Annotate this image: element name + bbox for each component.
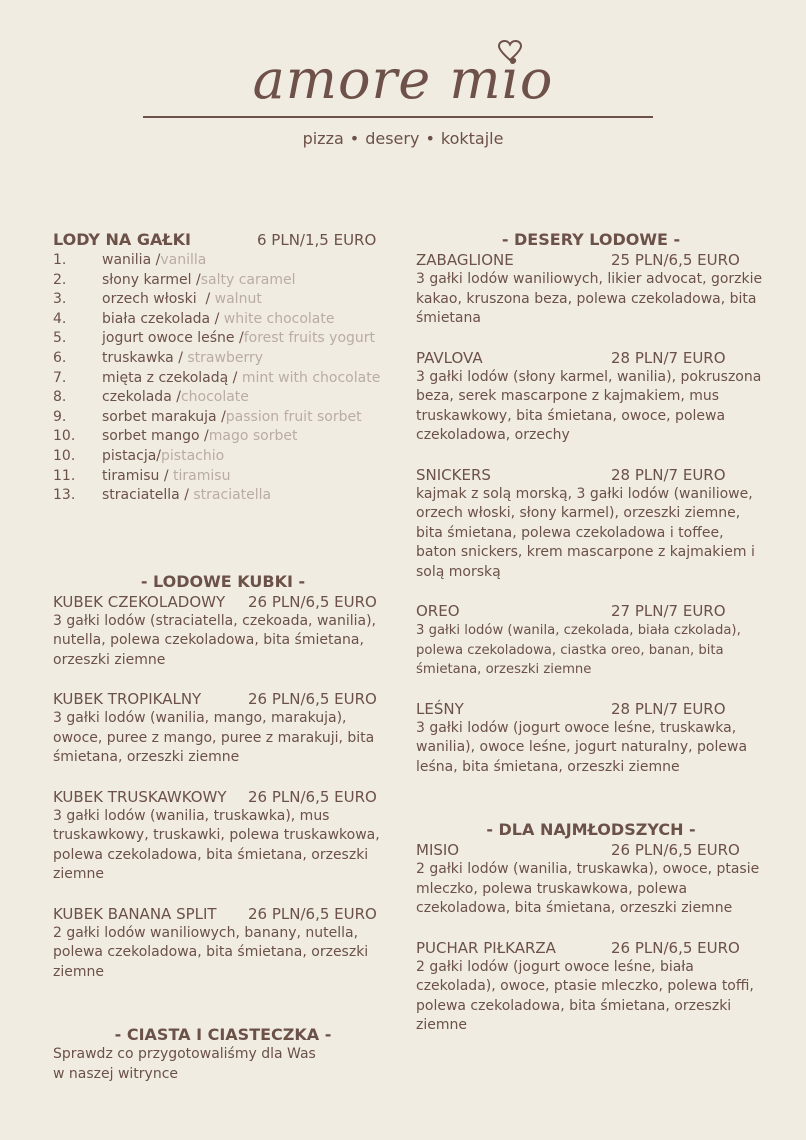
item-description: 3 gałki lodów (jogurt owoce leśne, truskawka, wanilia), owoce leśne, jogurt naturalny, polewa leśna, bita śmietana, orzeszki ziemne (416, 719, 748, 775)
item-name: OREO (416, 602, 460, 620)
flavor-name-en: vanilla (160, 252, 207, 268)
cups-title: - LODOWE KUBKI - (140, 571, 306, 591)
tagline-koktajle: koktajle (440, 129, 504, 148)
menu-item (53, 592, 393, 671)
flavor-number: 7. (53, 369, 67, 386)
flavor-name-en: passion fruit sorbet (225, 408, 362, 425)
item-price: 26 PLN/6,5 EURO (248, 787, 377, 806)
flavor-name-en: straciatella (193, 487, 272, 504)
item-description: 3 gałki lodów (wanilia, truskawka), mus truskawkowy, truskawki, polewa truskawkowa, polewa czekoladowa, bita śmietana, orzeszki ziemne (53, 807, 380, 883)
flavor-name-en: tiramisu (173, 467, 231, 484)
tagline (0, 129, 806, 148)
flavor-name: biała czekolada / (102, 310, 224, 327)
flavor-number: 10. (53, 447, 76, 464)
item-name: KUBEK TROPIKALNY (53, 690, 202, 709)
flavor-name: słony karmel / (102, 271, 201, 288)
flavor-name-en: mint with chocolate (241, 369, 381, 386)
item-price: 28 PLN/7 EURO (611, 465, 726, 484)
flavor-name: tiramisu / (102, 467, 174, 484)
tagline-pizza: pizza (302, 129, 344, 148)
item-price: 28 PLN/7 EURO (611, 348, 726, 367)
flavor-number: 3. (53, 291, 67, 308)
item-description: 2 gałki lodów (wanilia, truskawka), owoce, ptasie mleczko, polewa truskawkowa, polewa czekoladowa, bita śmietana, orzeszki ziemne (416, 861, 760, 916)
tagline-desery: desery (365, 129, 420, 148)
list-item (53, 388, 393, 408)
right-column (416, 230, 766, 1055)
flavor-name: orzech włoski / (102, 291, 215, 308)
menu-item (416, 250, 766, 329)
list-item (53, 369, 393, 389)
list-item (53, 486, 393, 506)
item-name: KUBEK BANANA SPLIT (53, 904, 217, 923)
item-description: 2 gałki lodów (jogurt owoce leśne, biała czekolada), owoce, ptasie mleczko, polewa toffi, polewa czekoladowa, bita śmietana, orzeszki ziemne (416, 958, 754, 1033)
item-description: kajmak z solą morską, 3 gałki lodów (waniliowe, orzech włoski, słony karmel), orzeszki ziemne, bita śmietana, polewa czekoladowa i toffee, baton snickers, krem mascarpone z kajmakiem i solą morską (416, 485, 755, 580)
item-description: 3 gałki lodów (wanilia, mango, marakuja), owoce, puree z mango, puree z marakuji, bita śmietana, orzeszki ziemne (53, 710, 375, 766)
heart-icon (498, 40, 522, 62)
item-name: PAVLOVA (416, 348, 483, 367)
cakes-note-line1: Sprawdz co przygotowaliśmy dla Was (53, 1046, 316, 1063)
item-price: 26 PLN/6,5 EURO (248, 690, 377, 709)
menu-item (416, 699, 766, 778)
menu-item (53, 904, 393, 983)
kids-title: - DLA NAJMŁODSZYCH - (486, 820, 696, 839)
flavor-number: 11. (53, 467, 76, 484)
list-item (53, 349, 393, 369)
flavor-name-en: pistachio (161, 447, 225, 464)
flavor-name-en: mago sorbet (208, 428, 298, 445)
brand-logo: amore mio (252, 48, 554, 111)
flavor-list (53, 251, 393, 506)
item-name: KUBEK CZEKOLADOWY (53, 592, 226, 611)
flavor-name: wanilia / (102, 252, 161, 268)
scoops-price: 6 PLN/1,5 EURO (256, 231, 377, 249)
menu-item (53, 787, 393, 885)
item-price: 28 PLN/7 EURO (611, 699, 726, 718)
flavor-number: 2. (53, 271, 67, 288)
menu-item (416, 348, 766, 446)
flavor-name-en: walnut (214, 291, 262, 308)
cakes-title: - CIASTA I CIASTECZKA - (114, 1025, 332, 1045)
item-name: ZABAGLIONE (416, 251, 514, 269)
scoops-header (53, 230, 393, 249)
scoops-title: LODY NA GAŁKI (53, 230, 191, 249)
flavor-name-en: white chocolate (223, 310, 335, 327)
left-column (53, 230, 393, 1084)
item-name: MISIO (416, 841, 460, 859)
item-price: 27 PLN/7 EURO (611, 602, 726, 620)
item-price: 26 PLN/6,5 EURO (248, 592, 377, 611)
item-name: KUBEK TRUSKAWKOWY (53, 787, 227, 806)
flavor-number: 6. (53, 349, 67, 366)
flavor-name: mięta z czekoladą / (102, 369, 242, 386)
item-description: 3 gałki lodów (wanila, czekolada, biała czkolada), polewa czekoladowa, ciastka oreo, banan, bita śmietana, orzeszki ziemne (416, 623, 741, 677)
bullet-icon: • (425, 129, 435, 148)
flavor-name: sorbet mango / (102, 428, 209, 445)
flavor-number: 5. (53, 330, 67, 347)
flavor-number: 4. (53, 310, 67, 327)
list-item (53, 467, 393, 487)
item-price: 26 PLN/6,5 EURO (611, 938, 740, 957)
flavor-name-en: forest fruits yogurt (243, 330, 376, 347)
flavor-number: 8. (53, 389, 67, 406)
item-name: PUCHAR PIŁKARZA (416, 938, 556, 957)
bullet-icon: • (349, 129, 360, 148)
flavor-name: straciatella / (102, 487, 194, 504)
flavor-number: 1. (53, 252, 67, 268)
flavor-name: pistacja/ (102, 447, 162, 464)
item-price: 26 PLN/6,5 EURO (611, 841, 740, 859)
flavor-name: jogurt owoce leśne / (102, 330, 244, 347)
list-item (53, 290, 393, 310)
flavor-number: 13. (53, 487, 76, 504)
flavor-number: 9. (53, 408, 67, 425)
item-price: 26 PLN/6,5 EURO (248, 904, 377, 923)
item-description: 3 gałki lodów (słony karmel, wanilia), pokruszona beza, serek mascarpone z kajmakiem, mus truskawkowy, bita śmietana, owoce, polewa czekoladowa, orzechy (416, 368, 762, 443)
flavor-name: sorbet marakuja / (102, 408, 226, 425)
menu-item (53, 689, 393, 768)
menu-item (416, 938, 766, 1036)
list-item (53, 310, 393, 330)
list-item (53, 271, 393, 291)
flavor-name-en: chocolate (180, 389, 249, 406)
menu-item (416, 601, 766, 680)
item-description: 2 gałki lodów waniliowych, banany, nutella, polewa czekoladowa, bita śmietana, orzeszki ziemne (53, 924, 369, 980)
flavor-number: 10. (53, 428, 76, 445)
flavor-name: truskawka / (102, 349, 188, 366)
flavor-name-en: salty caramel (200, 271, 296, 288)
flavor-name-en: strawberry (187, 349, 263, 366)
list-item (53, 251, 393, 271)
ice-desserts-title: - DESERY LODOWE - (501, 230, 681, 249)
menu-item (416, 465, 766, 583)
item-name: SNICKERS (416, 465, 491, 484)
list-item (53, 408, 393, 428)
item-description: 3 gałki lodów waniliowych, likier advocat, gorzkie kakao, kruszona beza, polewa czekoladowa, bita śmietana (416, 271, 763, 326)
list-item (53, 427, 393, 447)
list-item (53, 329, 393, 349)
cakes-note-line2: w naszej witrynce (53, 1065, 179, 1082)
flavor-name: czekolada / (102, 389, 181, 406)
menu-item (416, 840, 766, 919)
item-name: LEŚNY (416, 699, 464, 718)
header-divider (143, 116, 653, 118)
list-item (53, 447, 393, 467)
item-price: 25 PLN/6,5 EURO (611, 251, 740, 269)
item-description: 3 gałki lodów (straciatella, czekoada, wanilia), nutella, polewa czekoladowa, bita śmietana, orzeszki ziemne (53, 612, 377, 668)
